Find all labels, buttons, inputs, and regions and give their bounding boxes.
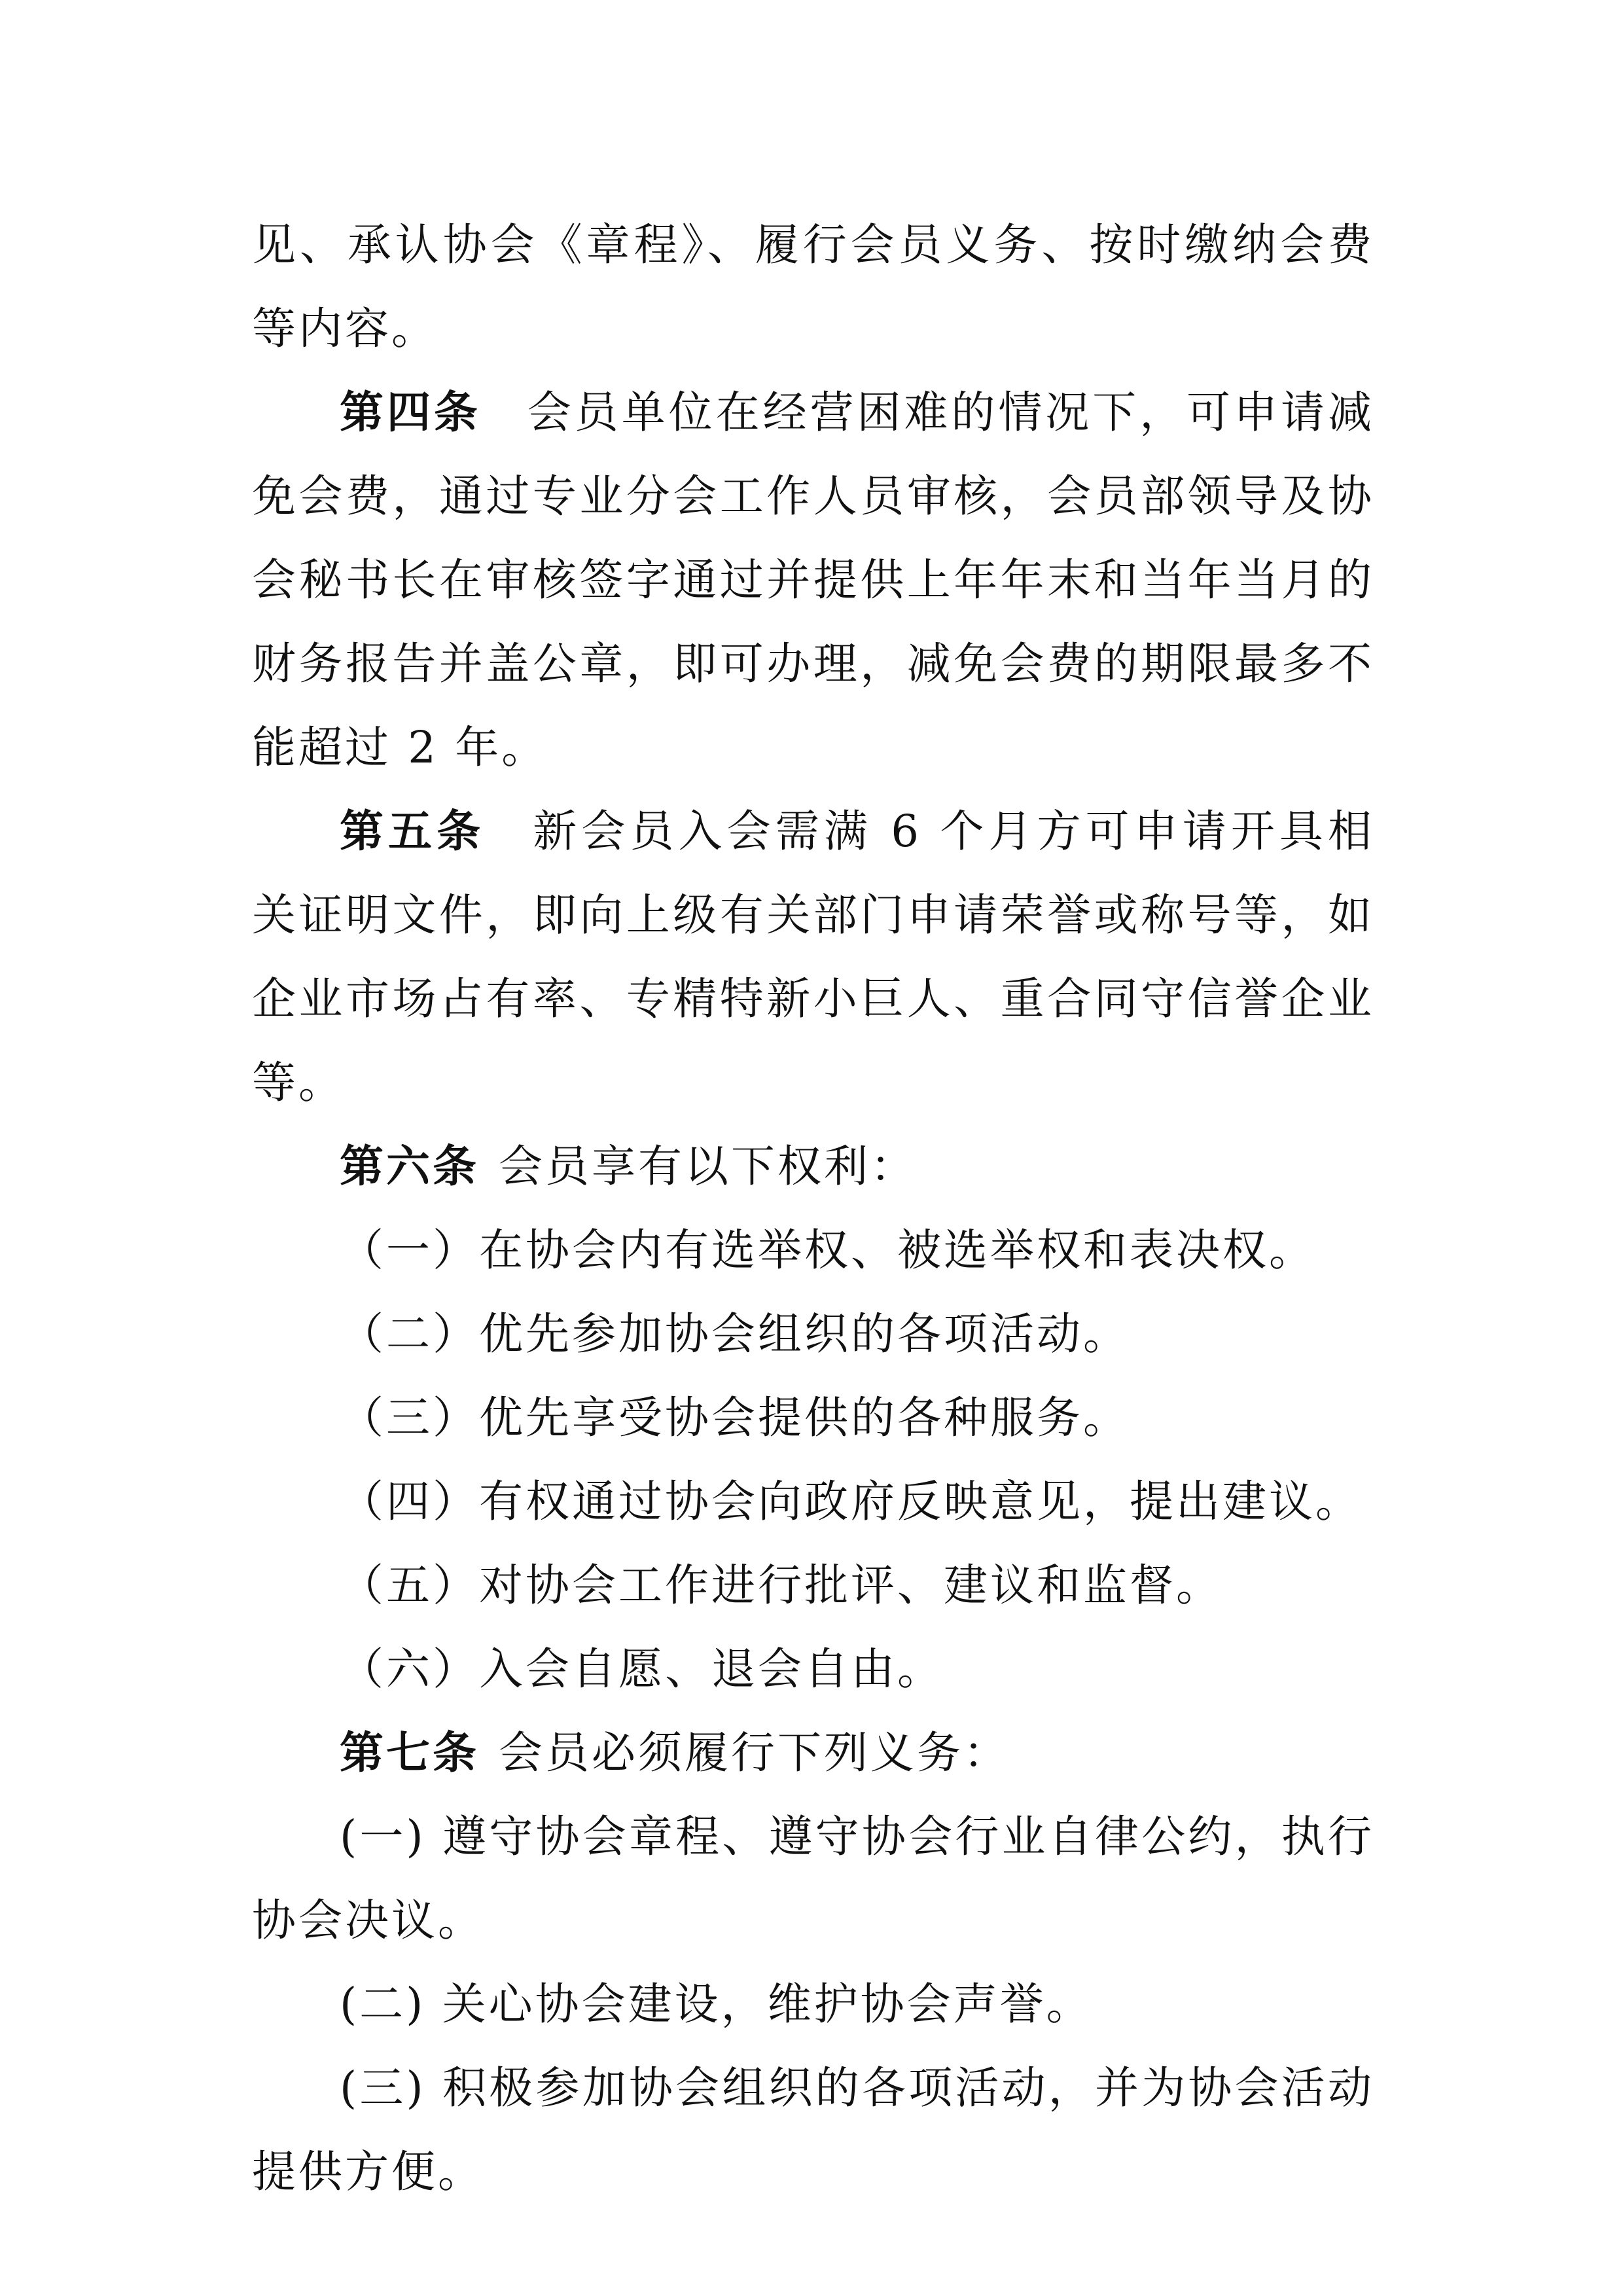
list-item <box>252 1627 1374 1711</box>
list-item-text: (二) 关心协会建设，维护协会声誉。 <box>340 1979 1093 2030</box>
list-item-text: （二）优先参加协会组织的各项活动。 <box>340 1308 1130 1359</box>
article-label: 第四条 <box>340 387 481 438</box>
list-item-text: (三) 积极参加协会组织的各项活动，并为协会活动提供方便。 <box>252 2062 1374 2197</box>
article-text: 会员享有以下权利： <box>499 1141 917 1192</box>
article-text: 会员单位在经营困难的情况下，可申请减免会费，通过专业分会工作人员审核，会员部领导及协会秘书长在审核签字通过并提供上年年末和当年当月的财务报告并盖公章，即可办理，减免会费的期限最多不能超过 2 年。 <box>252 387 1375 773</box>
article-label: 第六条 <box>340 1141 479 1192</box>
list-item-text: （五）对协会工作进行批评、建议和监督。 <box>340 1560 1222 1611</box>
article-label: 第五条 <box>340 806 486 857</box>
article-4 <box>252 370 1374 789</box>
article-text: 新会员入会需满 6 个月方可申请开具相关证明文件，即向上级有关部门申请荣誉或称号等，如企业市场占有率、专精特新小巨人、重合同守信誉企业等。 <box>252 806 1374 1108</box>
paragraph-text: 见、承认协会《章程》、履行会员义务、按时缴纳会费等内容。 <box>252 219 1374 354</box>
list-item <box>252 1376 1374 1460</box>
article-label: 第七条 <box>340 1727 479 1778</box>
article-5 <box>252 789 1374 1124</box>
list-item-text: (一) 遵守协会章程、遵守协会行业自律公约，执行协会决议。 <box>252 1811 1374 1946</box>
article-text: 会员必须履行下列义务： <box>499 1727 1010 1778</box>
document-page <box>252 203 1374 2214</box>
list-item <box>252 1460 1374 1543</box>
list-item <box>252 2046 1374 2214</box>
article-6 <box>252 1124 1374 1208</box>
list-item <box>252 1208 1374 1292</box>
paragraph-continuation <box>252 203 1374 370</box>
list-item-text: （六）入会自愿、退会自由。 <box>340 1643 944 1695</box>
list-item-text: （一）在协会内有选举权、被选举权和表决权。 <box>340 1225 1315 1276</box>
list-item-text: （四）有权通过协会向政府反映意见，提出建议。 <box>340 1476 1362 1527</box>
list-item <box>252 1795 1374 1962</box>
article-7 <box>252 1711 1374 1795</box>
list-item <box>252 1543 1374 1627</box>
list-item-text: （三）优先享受协会提供的各种服务。 <box>340 1392 1130 1443</box>
list-item <box>252 1292 1374 1376</box>
list-item <box>252 1962 1374 2046</box>
